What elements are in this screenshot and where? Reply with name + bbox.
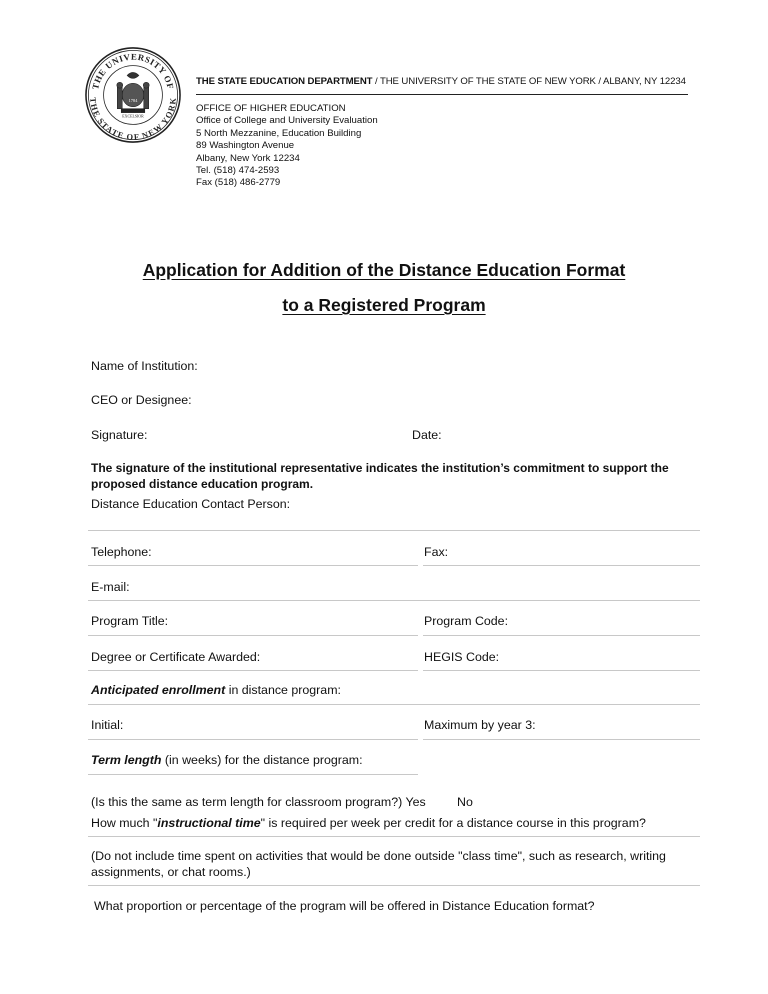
field-rule [88, 704, 700, 705]
field-rule [88, 600, 700, 601]
enrollment-label: Anticipated enrollment in distance program: [91, 683, 341, 697]
department-address: / THE UNIVERSITY OF THE STATE OF NEW YORK / ALBANY, NY 12234 [372, 76, 686, 87]
field-rule [88, 670, 418, 671]
same-term-question: (Is this the same as term length for classroom program?) Yes [91, 795, 426, 809]
signature-field-label: Signature: [91, 428, 148, 442]
field-rule [423, 739, 700, 740]
svg-text:1784: 1784 [128, 97, 138, 103]
field-rule [88, 530, 700, 531]
proportion-question: What proportion or percentage of the program will be offered in Distance Education format? [94, 899, 595, 913]
office-line: 89 Washington Avenue [196, 140, 295, 152]
form-title-line2: to a Registered Program [282, 295, 486, 315]
maximum-enrollment-label: Maximum by year 3: [424, 718, 536, 732]
header-rule [196, 94, 688, 95]
field-rule [88, 836, 700, 837]
svg-text:EXCELSIOR: EXCELSIOR [122, 114, 144, 119]
degree-label: Degree or Certificate Awarded: [91, 650, 261, 664]
nys-university-seal [84, 46, 182, 144]
program-title-label: Program Title: [91, 614, 169, 628]
email-label: E-mail: [91, 580, 130, 594]
fax-label: Fax: [424, 545, 449, 559]
ceo-field-label: CEO or Designee: [91, 393, 192, 407]
field-rule [88, 774, 418, 775]
telephone-label: Telephone: [91, 545, 152, 559]
office-line: OFFICE OF HIGHER EDUCATION [196, 103, 346, 114]
hegis-code-label: HEGIS Code: [424, 650, 500, 664]
office-line: Albany, New York 12234 [196, 152, 300, 164]
office-line: 5 North Mezzanine, Education Building [196, 127, 362, 139]
field-rule [88, 739, 418, 740]
svg-text:THE UNIVERSITY OF: THE UNIVERSITY OF [90, 51, 176, 91]
initial-enrollment-label: Initial: [91, 718, 124, 732]
field-rule [88, 885, 700, 886]
office-address-block [196, 103, 378, 190]
svg-text:THE STATE OF NEW YORK: THE STATE OF NEW YORK [88, 97, 178, 142]
no-option-label: No [457, 795, 473, 809]
instructional-time-question: How much "instructional time" is required per week per credit for a distance course in this program? [91, 816, 646, 830]
exclude-time-note: (Do not include time spent on activities that would be done outside "class time", such as research, writing assignments, or chat rooms.) [91, 849, 666, 879]
institution-field-label: Name of Institution: [91, 359, 198, 373]
field-rule [423, 565, 700, 566]
field-rule [423, 670, 700, 671]
program-code-label: Program Code: [424, 614, 509, 628]
department-name: THE STATE EDUCATION DEPARTMENT [196, 76, 373, 87]
date-field-label: Date: [412, 428, 442, 442]
office-line: Office of College and University Evaluation [196, 115, 378, 127]
department-line [196, 76, 686, 87]
contact-person-label: Distance Education Contact Person: [91, 497, 291, 511]
field-rule [88, 635, 418, 636]
office-line: Tel. (518) 474-2593 [196, 165, 280, 177]
commitment-note: The signature of the institutional representative indicates the institution’s commitment to support the proposed distance education program. [91, 461, 669, 491]
term-length-label: Term length (in weeks) for the distance program: [91, 753, 363, 767]
field-rule [423, 635, 700, 636]
field-rule [88, 565, 418, 566]
office-line: Fax (518) 486-2779 [196, 177, 281, 189]
form-title-line1: Application for Addition of the Distance Education Format [142, 260, 626, 280]
